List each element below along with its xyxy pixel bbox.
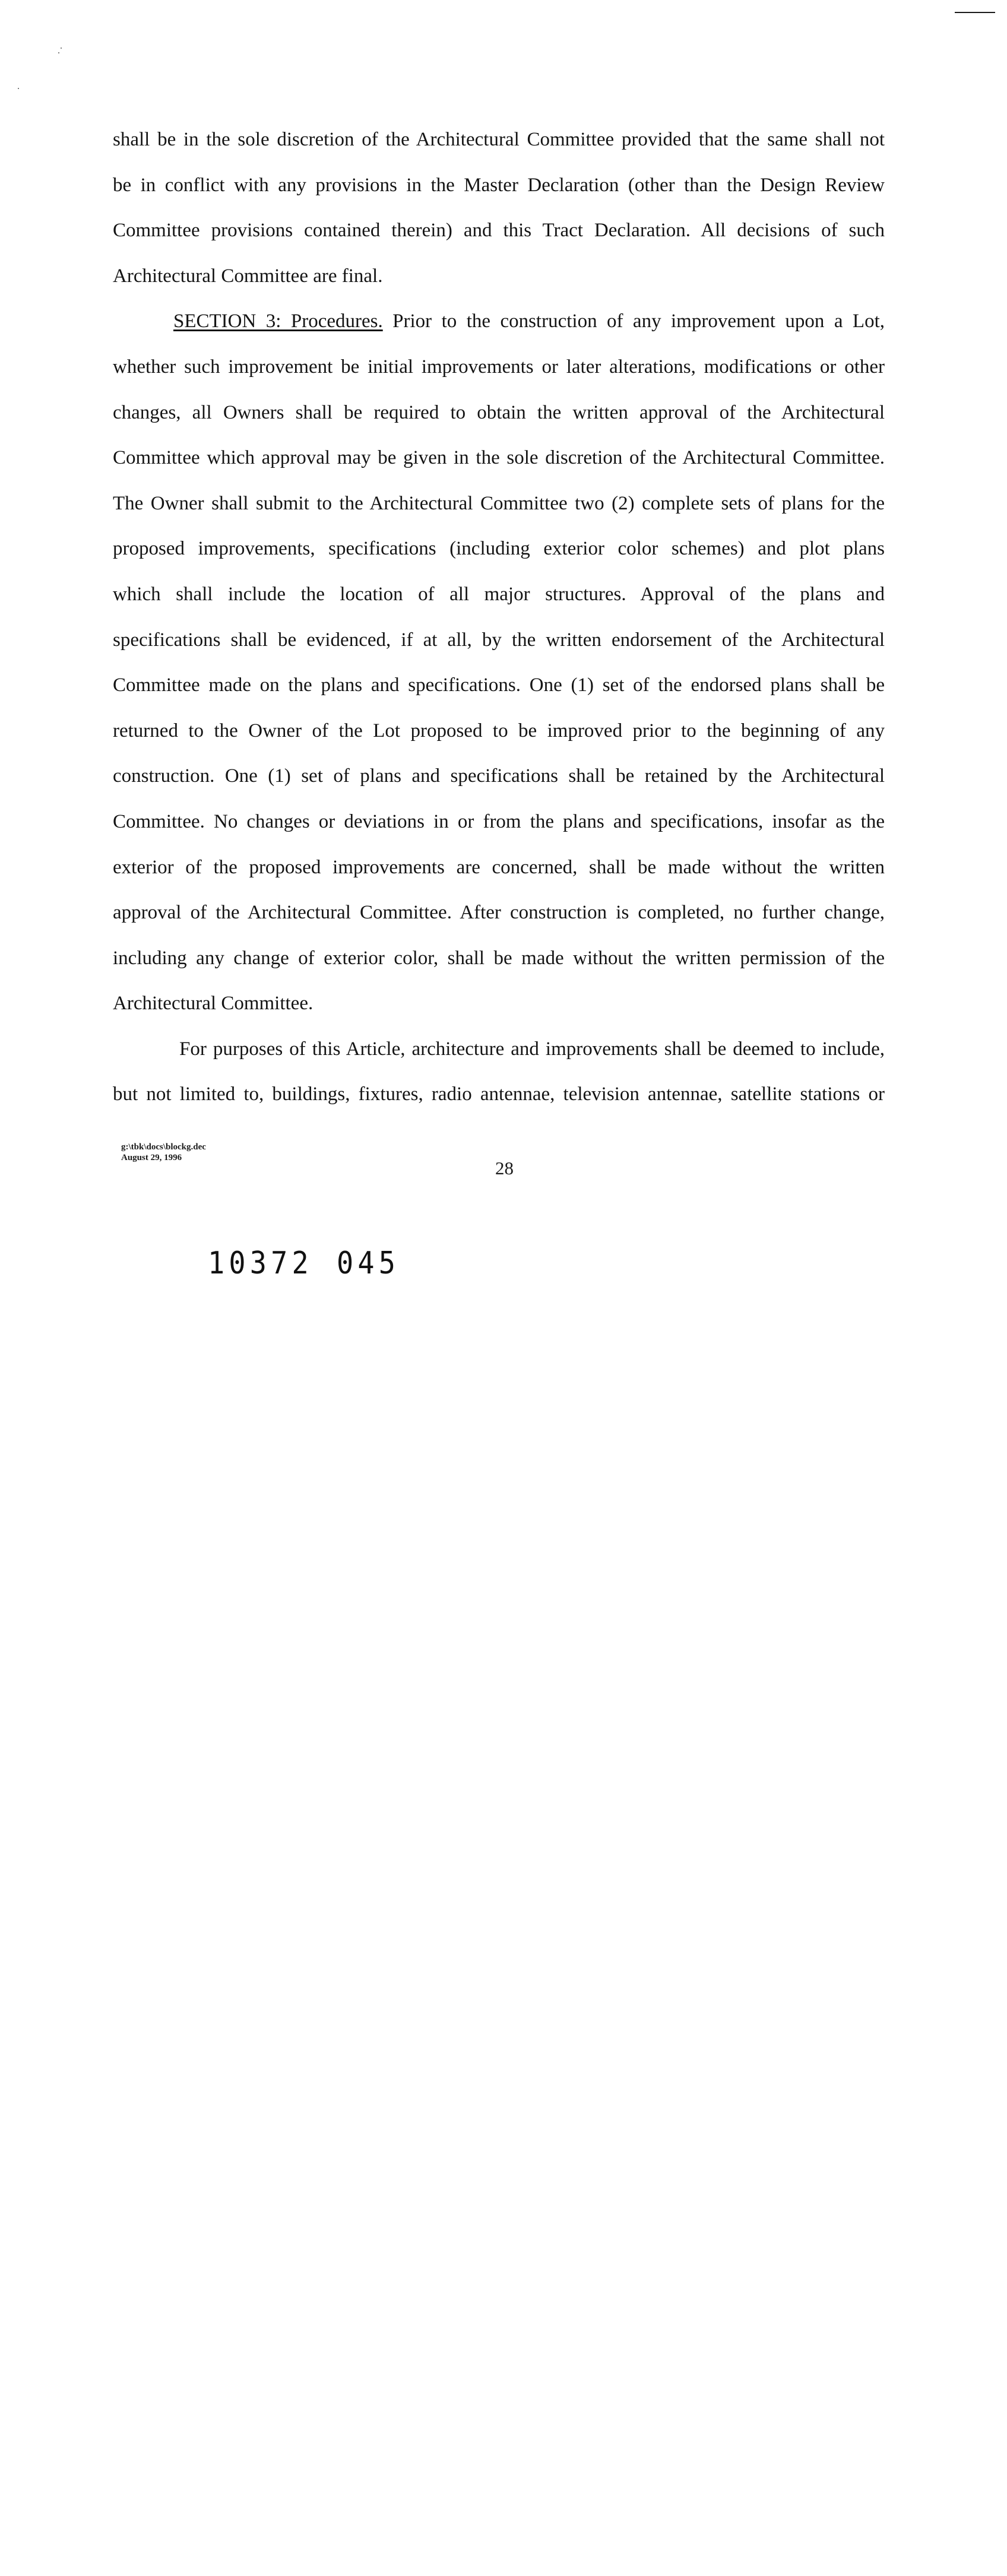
text-line: Committee. No changes or deviations in or from the plans and specifications, insofar as the xyxy=(113,810,885,832)
footer-file-info xyxy=(121,1142,206,1163)
text-line: proposed improvements, specifications (including exterior color schemes) and plot plans xyxy=(113,538,885,560)
text-line: be in conflict with any provisions in the Master Declaration (other than the Design Review xyxy=(113,174,885,196)
body-text xyxy=(113,122,885,1122)
recording-stamp-book: 10372 xyxy=(208,1246,313,1281)
text-line: returned to the Owner of the Lot proposed to be improved prior to the beginning of any xyxy=(113,720,885,742)
section-heading: SECTION 3: Procedures. xyxy=(173,310,383,332)
text-line: construction. One (1) set of plans and specifications shall be retained by the Architectural xyxy=(113,765,885,787)
text-line: but not limited to, buildings, fixtures, radio antennae, television antennae, satellite stations or xyxy=(113,1083,885,1105)
text-line: Committee which approval may be given in the sole discretion of the Architectural Committee. xyxy=(113,447,885,469)
text-line: Committee made on the plans and specifications. One (1) set of the endorsed plans shall be xyxy=(113,674,885,696)
footer-date: August 29, 1996 xyxy=(121,1153,182,1162)
text-line: specifications shall be evidenced, if at all, by the written endorsement of the Architectural xyxy=(113,629,885,651)
text-line: Architectural Committee. xyxy=(113,993,314,1015)
text-line: Committee provisions contained therein) and this Tract Declaration. All decisions of such xyxy=(113,220,885,242)
text-line: The Owner shall submit to the Architectural Committee two (2) complete sets of plans for the xyxy=(113,492,885,514)
scan-speck xyxy=(18,88,19,89)
corner-rule xyxy=(955,12,995,13)
scan-speck xyxy=(58,52,59,53)
text-line: whether such improvement be initial improvements or later alterations, modifications or other xyxy=(113,356,885,378)
text-line: Architectural Committee are final. xyxy=(113,265,383,287)
text-line: approval of the Architectural Committee. After construction is completed, no further change, xyxy=(113,902,885,924)
section-first-line-text: Prior to the construction of any improvement upon a Lot, xyxy=(382,310,885,332)
scan-speck xyxy=(61,47,62,49)
text-line: shall be in the sole discretion of the Architectural Committee provided that the same shall not xyxy=(113,129,885,150)
text-line: exterior of the proposed improvements are concerned, shall be made without the written xyxy=(113,856,885,878)
text-line: which shall include the location of all major structures. Approval of the plans and xyxy=(113,583,885,605)
page-number: 28 xyxy=(495,1158,514,1178)
text-line: including any change of exterior color, shall be made without the written permission of the xyxy=(113,947,885,969)
text-line: changes, all Owners shall be required to obtain the written approval of the Architectural xyxy=(113,401,885,423)
text-line: For purposes of this Article, architecture and improvements shall be deemed to include, xyxy=(179,1038,885,1060)
section-3-first-line xyxy=(113,303,885,349)
footer-file-path: g:\tbk\docs\blockg.dec xyxy=(121,1142,206,1152)
recording-stamp-page: 045 xyxy=(337,1246,1007,2576)
